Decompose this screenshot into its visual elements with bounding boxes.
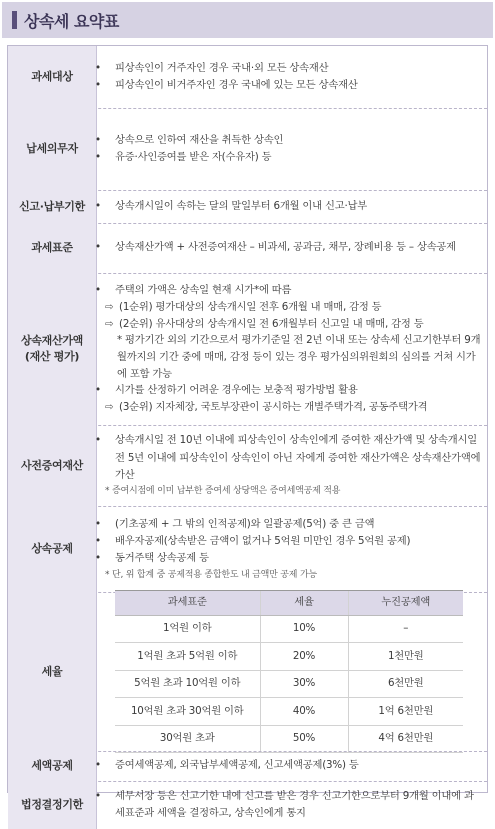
row-label-taxpayer: 납세의무자 bbox=[8, 108, 97, 190]
row-content-credit bbox=[97, 751, 487, 781]
sub-item: ⇨ (2순위) 유사대상의 상속개시일 전 6개월부터 신고일 내 매매, 감정 등 bbox=[105, 316, 481, 333]
sub-item: ⇨ (3순위) 지자체장, 국토부장관이 공시하는 개별주택가격, 공동주택가격 bbox=[105, 399, 481, 416]
list-item: • (기초공제 + 그 밖의 인적공제)와 일괄공제(5억) 중 큰 금액 bbox=[95, 517, 375, 530]
row-taxable bbox=[8, 46, 487, 108]
row-content-taxable bbox=[97, 46, 487, 108]
table-cell: 1천만원 bbox=[348, 643, 463, 671]
table-header-row bbox=[115, 590, 463, 615]
title-marker bbox=[12, 11, 17, 29]
table-cell: 10% bbox=[260, 615, 348, 643]
row-label-credit: 세액공제 bbox=[8, 751, 97, 781]
row-deduction bbox=[8, 506, 487, 592]
row-valuation bbox=[8, 273, 487, 425]
table-cell: – bbox=[348, 615, 463, 643]
table-cell: 30억원 초과 bbox=[115, 725, 260, 753]
row-content-taxpayer bbox=[97, 108, 487, 190]
row-content-rate bbox=[97, 592, 487, 751]
list-item: • 상속개시일이 속하는 달의 말일부터 6개월 이내 신고·납부 bbox=[95, 199, 368, 212]
table-row bbox=[115, 643, 463, 671]
row-label-valuation: 상속재산가액 (재산 평가) bbox=[8, 273, 97, 425]
row-label-deadline: 법정결정기한 bbox=[8, 781, 97, 829]
rate-table bbox=[115, 590, 463, 754]
column-header: 누진공제액 bbox=[348, 590, 463, 615]
footnote: * 단, 위 합계 중 공제적용 종합한도 내 금액만 공제 가능 bbox=[105, 569, 317, 580]
table-cell: 1억원 초과 5억원 이하 bbox=[115, 643, 260, 671]
list-item: • 상속재산가액 + 사전증여재산 – 비과세, 공과금, 채무, 장례비용 등 – 상속공제 bbox=[95, 241, 456, 254]
row-prior-gift bbox=[8, 425, 487, 506]
title-bar bbox=[2, 2, 493, 38]
table-cell: 5억원 초과 10억원 이하 bbox=[115, 670, 260, 698]
table-cell: 40% bbox=[260, 698, 348, 726]
list-item: • 상속으로 인하여 재산을 취득한 상속인 bbox=[95, 133, 284, 146]
table-cell: 10억원 초과 30억원 이하 bbox=[115, 698, 260, 726]
row-taxbase bbox=[8, 223, 487, 273]
column-header: 세율 bbox=[260, 590, 348, 615]
list-item: • 배우자공제(상속받은 금액이 없거나 5억원 미만인 경우 5억원 공제) bbox=[95, 535, 411, 548]
arrow-icon: ⇨ bbox=[105, 300, 114, 313]
row-label-taxable: 과세대상 bbox=[8, 46, 97, 108]
row-content-deduction bbox=[97, 506, 487, 592]
list-item: • 동거주택 상속공제 등 bbox=[95, 552, 209, 565]
list-item: • 주택의 가액은 상속일 현재 시가*에 따름 bbox=[95, 284, 292, 297]
row-content-valuation bbox=[97, 273, 487, 425]
row-label-rate: 세율 bbox=[8, 592, 97, 751]
table-cell: 1억 6천만원 bbox=[348, 698, 463, 726]
table-cell: 6천만원 bbox=[348, 670, 463, 698]
list-item: • 시가를 산정하기 어려운 경우에는 보충적 평가방법 활용 bbox=[95, 384, 358, 397]
list-item: • 피상속인이 비거주자인 경우 국내에 있는 모든 상속재산 bbox=[95, 79, 358, 91]
table-cell: 1억원 이하 bbox=[115, 615, 260, 643]
list-item: • 피상속인이 거주자인 경우 국내·외 모든 상속재산 bbox=[95, 61, 329, 74]
arrow-icon: ⇨ bbox=[105, 317, 114, 330]
footnote: * 평가기간 외의 기간으로서 평가기준일 전 2년 이내 또는 상속세 신고기한부터 9개월까지의 기간 중에 매매, 감정 등이 있는 경우 평가심의위원회의 심의를 거쳐 시가에 포함 가능 bbox=[117, 334, 481, 380]
row-deadline bbox=[8, 781, 487, 829]
row-content-prior-gift bbox=[97, 425, 487, 506]
row-content-taxbase bbox=[97, 223, 487, 273]
list-item: • 증여세액공제, 외국납부세액공제, 신고세액공제(3%) 등 bbox=[95, 759, 359, 772]
row-credit bbox=[8, 751, 487, 781]
summary-table bbox=[7, 45, 488, 819]
column-header: 과세표준 bbox=[115, 590, 260, 615]
row-content-deadline bbox=[97, 781, 487, 829]
table-cell: 20% bbox=[260, 643, 348, 671]
row-label-taxbase: 과세표준 bbox=[8, 223, 97, 273]
table-row bbox=[115, 615, 463, 643]
row-label-deduction: 상속공제 bbox=[8, 506, 97, 592]
row-taxpayer bbox=[8, 108, 487, 190]
sub-item: ⇨ (1순위) 평가대상의 상속개시일 전후 6개월 내 매매, 감정 등 bbox=[105, 299, 481, 316]
list-item: • 세무서장 등은 신고기한 내에 신고를 받은 경우 신고기한으로부터 9개월 이내에 과세표준과 세액을 결정하고, 상속인에게 통지 bbox=[95, 789, 474, 819]
page-title: 상속세 요약표 bbox=[24, 11, 119, 31]
row-label-filing: 신고·납부기한 bbox=[8, 190, 97, 223]
list-item: • 상속개시일 전 10년 이내에 피상속인이 상속인에게 증여한 재산가액 및 상속개시일 전 5년 이내에 피상속인이 상속인이 아닌 자에게 증여한 재산가액은 상속재산가액에 가산 bbox=[95, 434, 481, 481]
row-rate bbox=[8, 592, 487, 751]
row-label-prior-gift: 사전증여재산 bbox=[8, 425, 97, 506]
row-filing bbox=[8, 190, 487, 223]
table-cell: 30% bbox=[260, 670, 348, 698]
arrow-icon: ⇨ bbox=[105, 401, 114, 414]
row-content-filing bbox=[97, 190, 487, 223]
table-row bbox=[115, 725, 463, 753]
footnote: * 증여시점에 이미 납부한 증여세 상당액은 증여세액공제 적용 bbox=[105, 486, 341, 497]
table-row bbox=[115, 698, 463, 726]
list-item: • 유증·사인증여를 받은 자(수유자) 등 bbox=[95, 151, 272, 163]
table-cell: 50% bbox=[260, 725, 348, 753]
table-row bbox=[115, 670, 463, 698]
table-cell: 4억 6천만원 bbox=[348, 725, 463, 753]
